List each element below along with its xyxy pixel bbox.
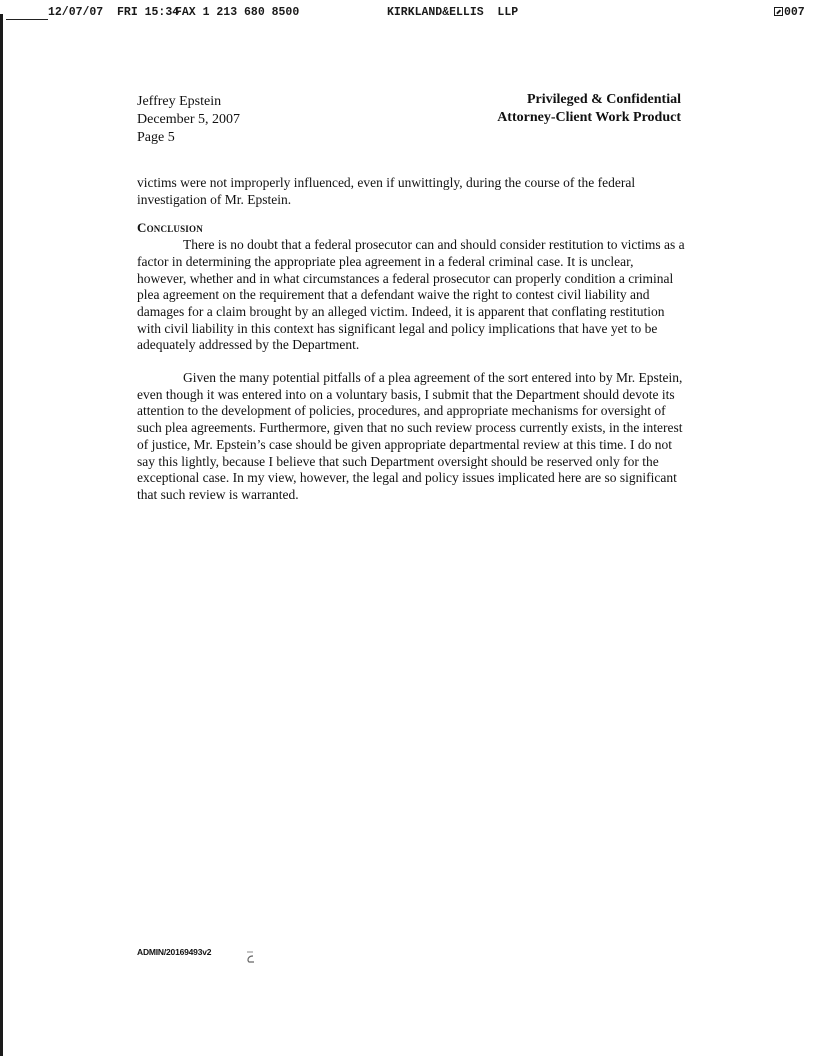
fax-page-icon <box>774 7 783 16</box>
conclusion-paragraph-2: Given the many potential pitfalls of a plea agreement of the sort entered into by Mr. Epstein, even though it was entered into on a voluntary basis, I submit that the Department should devote its attention to the development of policies, procedures, and appropriate mechanisms for oversight of such plea agreements. Furthermore, given that no such review process currently exists, in the interest of justice, Mr. Epstein’s case should be given appropriate departmental review at this time. I do not say this lightly, because I believe that such Department oversight should be reserved only for the exceptional case. In my view, however, the legal and policy issues implicated here are so significant that such review is warranted. <box>137 370 683 502</box>
letter-date: December 5, 2007 <box>137 112 241 127</box>
privilege-line-1: Privileged & Confidential <box>527 92 681 107</box>
letterhead-recipient-block <box>137 93 240 147</box>
fax-header-rule <box>6 19 48 20</box>
privilege-notice <box>497 91 681 127</box>
letter-body <box>137 175 685 504</box>
fax-datetime: 12/07/07 FRI 15:34 <box>48 6 180 19</box>
privilege-line-2: Attorney-Client Work Product <box>497 110 681 125</box>
fax-page-number: 007 <box>784 6 805 19</box>
fax-firm-name: KIRKLAND&ELLIS LLP <box>387 6 519 19</box>
recipient-name: Jeffrey Epstein <box>137 94 222 109</box>
scan-left-edge <box>0 14 3 1056</box>
document-id: ADMIN/20169493v2 <box>137 947 212 957</box>
fax-page-indicator <box>774 6 805 19</box>
conclusion-heading: Conclusion <box>137 220 203 236</box>
conclusion-paragraph-1: There is no doubt that a federal prosecutor can and should consider restitution to victims as a factor in determining the appropriate plea agreement in a federal criminal case. It is unclear, however, whether and in what circumstances a federal prosecutor can properly condition a criminal plea agreement on the requirement that a defendant waive the right to contest civil liability and damages for a claim brought by an alleged victim. Indeed, it is apparent that conflating restitution with civil liability in this context has significant legal and policy implications that have yet to be adequately addressed by the Department. <box>137 237 685 353</box>
opening-paragraph: victims were not improperly influenced, even if unwittingly, during the course of the federal investigation of Mr. Epstein. <box>137 175 636 207</box>
fax-number: FAX 1 213 680 8500 <box>175 6 300 19</box>
letter-page-number: Page 5 <box>137 130 175 145</box>
fax-header <box>48 6 805 22</box>
scan-artifact-mark <box>245 950 255 964</box>
